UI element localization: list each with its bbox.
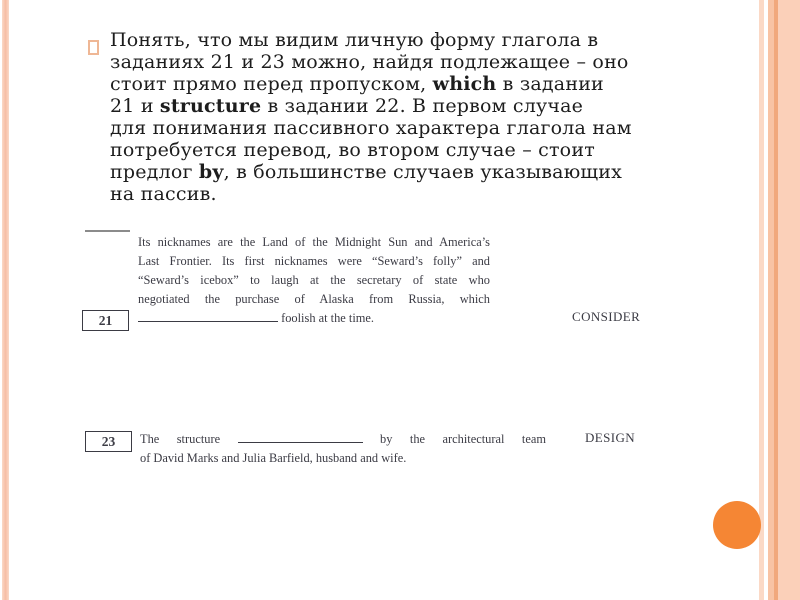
text-line: [138, 290, 490, 309]
text-line: [138, 309, 490, 328]
answer-blank: [138, 311, 278, 323]
task-23-keyword: DESIGN: [585, 430, 636, 445]
text-segment: предлог: [110, 161, 199, 183]
task-21-number: 21: [98, 312, 113, 328]
previous-task-blank-fragment: [85, 230, 130, 232]
task-23-number: 23: [101, 433, 116, 449]
text-segment: потребуется перевод, во втором случае – стоит: [110, 139, 595, 161]
left-border-decoration: [2, 0, 9, 600]
text-segment: заданиях 21 и 23 можно, найдя подлежащее – оно: [110, 51, 629, 73]
body-text: [110, 29, 655, 205]
text-line: [110, 117, 655, 139]
task-21-keyword: CONSIDER: [572, 309, 641, 324]
text-segment: Понять, что мы видим личную форму глагола в: [110, 29, 599, 51]
text-segment: на пассив.: [110, 183, 217, 205]
text-segment: foolish at the time.: [278, 311, 375, 326]
text-line: [110, 29, 655, 51]
task-21-number-box: [82, 310, 129, 331]
text-line: [110, 161, 655, 183]
text-segment: negotiated the purchase of Alaska from Russia, which: [138, 292, 490, 307]
text-segment: , в большинстве случаев указывающих: [223, 161, 623, 183]
text-line: [110, 51, 655, 73]
text-line: [140, 449, 546, 468]
exercise-21-text: [138, 233, 490, 328]
text-segment: 21 и: [110, 95, 160, 117]
text-segment: для понимания пассивного характера глагола нам: [110, 117, 632, 139]
text-line: [138, 252, 490, 271]
task-23-number-box: [85, 431, 132, 452]
text-line: [110, 183, 655, 205]
right-border-stripe-1: [759, 0, 764, 600]
text-segment: structure: [159, 95, 262, 117]
exercise-23-text: [140, 430, 546, 468]
text-segment: Last Frontier. Its first nicknames were “Seward’s folly” and: [138, 254, 490, 269]
text-line: [138, 233, 490, 252]
text-segment: “Seward’s icebox” to laugh at the secretary of state who: [138, 273, 490, 288]
text-line: [140, 430, 546, 449]
right-border-stripe-4: [778, 0, 800, 600]
text-segment: which: [432, 73, 497, 95]
text-line: [110, 95, 655, 117]
text-segment: of David Marks and Julia Barfield, husband and wife.: [140, 451, 407, 466]
text-line: [110, 139, 655, 161]
text-segment: в задании: [496, 73, 604, 95]
text-line: [138, 271, 490, 290]
text-line: [110, 73, 655, 95]
text-segment: by the architectural team: [362, 432, 546, 446]
answer-blank: [238, 431, 363, 443]
bullet-square-icon: [88, 40, 99, 55]
text-segment: в задании 22. В первом случае: [261, 95, 584, 117]
text-segment: стоит прямо перед пропуском,: [110, 73, 433, 95]
text-segment: Its nicknames are the Land of the Midnight Sun and America’s: [138, 235, 490, 249]
text-segment: The structure: [140, 432, 238, 446]
text-segment: by: [198, 161, 224, 183]
decorative-circle: [713, 501, 761, 549]
